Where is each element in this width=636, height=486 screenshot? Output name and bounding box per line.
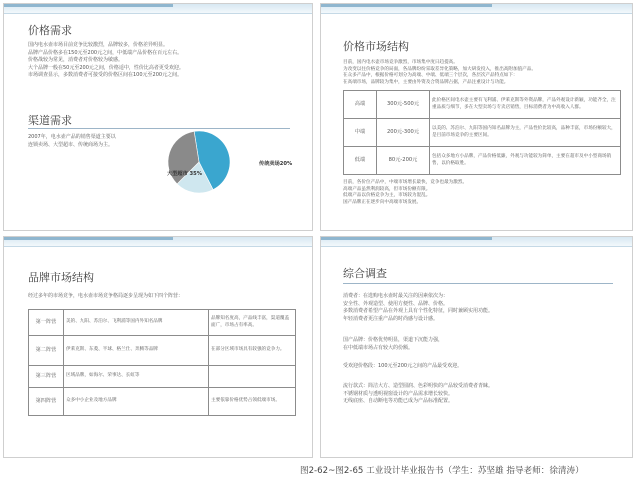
survey-domestic-brands: 国产品牌：价格优势明显，渠道下沉能力强， 在中低端市场占有较大的份额。 (343, 337, 444, 351)
table-row (344, 147, 621, 175)
slide-header-bar (4, 237, 312, 247)
tier-name: 第三阵营 (29, 366, 64, 388)
pie-label: 传统卖场20% (259, 161, 293, 167)
tier-name: 第四阵营 (29, 388, 64, 416)
table-row (29, 366, 296, 388)
figure-caption: 图2-62~图2-65 工业设计毕业报告书（学生：苏坚雄 指导老师：徐清涛） (300, 466, 584, 476)
price-tier-table (343, 90, 621, 175)
tier-name: 第二阵营 (29, 336, 64, 366)
slide-brand-structure (3, 236, 313, 458)
table-row (29, 336, 296, 366)
slide-header-bar (4, 4, 312, 14)
table-row (344, 119, 621, 147)
tier-brands: 伊莱克斯、东菱、半球、格兰仕、奔腾等品牌 (64, 336, 209, 366)
tier-brands: 区域品牌，如海尔、荣事达、长虹等 (64, 366, 209, 388)
tier-desc: 此价格区间电水壶主要有飞利浦、伊莱克斯等外资品牌，产品外观设计新颖，功能齐全，注重品质与细节，多在大型卖场与专卖店销售，目标消费者为中高收入人群。 (430, 91, 621, 119)
survey-consumer: 消费者：在选购电水壶时最关注的因素依次为： 安全性、外观造型、使用方便性、品牌、价格。 多数消费者希望产品在外观上具有个性化特征，同时兼顾实用功能。 年轻消费者更注重产品的时尚感与设计感。 (343, 293, 494, 322)
tier-price: 300元-500元 (377, 91, 430, 119)
slide-title: 综合调查 (343, 267, 387, 280)
tier-note: 主要依靠价格优势占领低端市场。 (209, 388, 296, 416)
tier-note: 品牌知名度高，产品线丰富，渠道覆盖面广，市场占有率高。 (209, 310, 296, 336)
pie-label: 连锁卖场 45% (219, 134, 254, 140)
tier-level: 中端 (344, 119, 377, 147)
tier-brands: 美的、九阳、苏泊尔、飞利浦等国内外知名品牌 (64, 310, 209, 336)
section-body: 2007年，电水壶产品的销售渠道主要以 连锁卖场、大型超市、传统商场为主。 (28, 134, 116, 148)
brand-tier-table (28, 309, 296, 416)
tier-desc: 包括众多地方小品牌，产品价格低廉，外观与功能较为简单，主要在超市及中小型商场销售，以价格取胜。 (430, 147, 621, 175)
table-row (29, 310, 296, 336)
survey-price-band: 受欢迎价格段：100元至200元之间的产品最受欢迎。 (343, 363, 463, 369)
tier-name: 第一阵营 (29, 310, 64, 336)
channel-pie-chart (134, 122, 293, 202)
section-title: 渠道需求 (28, 114, 72, 127)
slide-price-structure (320, 3, 633, 231)
title-divider (343, 283, 613, 284)
tier-level: 低端 (344, 147, 377, 175)
slide-title: 品牌市场结构 (28, 271, 94, 284)
slide-title: 价格需求 (28, 24, 72, 37)
pie-label: 大型超市 35% (167, 171, 202, 177)
slide-comprehensive-survey (320, 236, 633, 458)
tier-note (209, 366, 296, 388)
slide-price-demand (3, 3, 313, 231)
slide-title: 价格市场结构 (343, 40, 409, 53)
slide-intro: 经过多年的市场竞争，电水壶市场竞争格局逐步呈现为如下四个阵营： (28, 293, 184, 299)
tier-desc: 以美的、苏泊尔、九阳等国内知名品牌为主，产品性价比较高，品种丰富，市场份额较大，是目前市场竞争的主要区间。 (430, 119, 621, 147)
table-row (29, 388, 296, 416)
survey-trends: 流行款式：简洁大方、造型圆润、色彩明快的产品较受消费者青睐。 不锈钢材质与透明视窗设计的产品需求增长较快。 无线底座、自动断电等功能已成为产品标准配置。 (343, 383, 494, 405)
slide-header-bar (321, 4, 632, 14)
tier-price: 200元-300元 (377, 119, 430, 147)
tier-level: 高端 (344, 91, 377, 119)
slide-header-bar (321, 237, 632, 247)
slide-body: 国内电水壶市场目前竞争比较激烈，品牌较多，价格差异明显。 品牌产品价格多在150元至200元之间，中低端产品价格在百元左右。 价格战较为常见，消费者对价格较为敏感。 大个品牌一般在50元至200元之间，价格适中，性价比高者更受欢迎。 市场调查显示，多数消费者可接受的价格区间在100元至200元之间。 (28, 42, 184, 79)
tier-note: 在部分区域市场具有较强的竞争力。 (209, 336, 296, 366)
tier-price: 80元-200元 (377, 147, 430, 175)
table-row (344, 91, 621, 119)
slide-intro: 目前，国内电水壶市场竞争激烈，市场集中度日趋提高。 为改变以往价格竞争的局面，各品牌纷纷采取差异化策略，加大研发投入，推出高附加值产品。 在众多产品中，根据价格可划分为高端、中端、低端三个层次，各层次产品特点如下： 在高端市场，品牌较为集中，主要由外资及合资品牌占据，产品注重设计与功能。 (343, 60, 536, 85)
tier-brands: 众多中小企业及地方品牌 (64, 388, 209, 416)
slide-summary: 目前，各价位产品中，中端市场增长最快，竞争也最为激烈。 高端产品虽然利润较高，但市场份额有限。 低端产品以价格竞争为主，市场较为混乱。 国产品牌正在逐步向中高端市场发展。 (343, 180, 468, 205)
